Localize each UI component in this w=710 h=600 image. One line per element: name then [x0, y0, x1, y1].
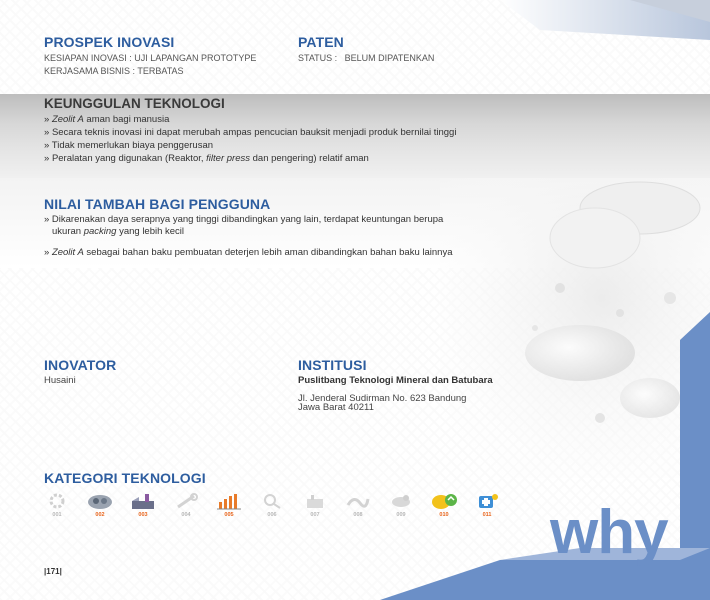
kategori-number: 011	[482, 512, 492, 518]
corner-decoration	[500, 0, 710, 40]
inovator-title: INOVATOR	[44, 357, 117, 373]
prospek-title: PROSPEK INOVASI	[44, 34, 175, 50]
institusi-title: INSTITUSI	[298, 357, 367, 373]
nilai-item-1-line-1: » Dikarenakan daya serapnya yang tinggi dibandingkan yang lain, terdapat keuntungan berupa	[44, 214, 444, 225]
nilai-item-1-line-2	[52, 226, 184, 238]
bullet-text: ukuran	[52, 226, 84, 237]
paten-status: STATUS : BELUM DIPATENKAN	[298, 53, 435, 63]
bullet-marker: »	[44, 114, 52, 125]
building-icon	[300, 492, 330, 510]
zeolit-term: Zeolit A	[51, 247, 84, 258]
kategori-number: 005	[224, 512, 234, 518]
magnifier-icon	[257, 492, 287, 510]
kategori-number: 002	[95, 512, 105, 518]
keunggulan-item-1	[44, 114, 169, 126]
factory-icon	[128, 492, 158, 510]
institusi-address-1: Jl. Jenderal Sudirman No. 623 Bandung	[298, 393, 467, 404]
why-brand: why	[550, 498, 668, 567]
kategori-number: 006	[267, 512, 277, 518]
packing-term: packing	[83, 226, 117, 237]
product-photo	[440, 178, 710, 478]
bullet-text: dan pengering) relatif aman	[249, 153, 369, 164]
bullet-text: Secara teknis inovasi ini dapat merubah ampas pencucian bauksit menjadi produk bernilai tinggi	[51, 127, 457, 138]
keunggulan-item-2	[44, 127, 456, 139]
filter-press-term: filter press	[206, 153, 250, 164]
page-number: |171|	[44, 567, 62, 576]
tools-icon	[171, 492, 201, 510]
kategori-icons	[40, 492, 504, 518]
zeolit-term: Zeolit A	[51, 114, 84, 125]
bullet-text: Tidak memerlukan biaya penggerusan	[51, 140, 214, 151]
kategori-item-010	[427, 492, 461, 518]
kategori-item-005	[212, 492, 246, 518]
kategori-item-007	[298, 492, 332, 518]
kategori-title: KATEGORI TEKNOLOGI	[44, 470, 206, 486]
chart-icon	[214, 492, 244, 510]
bullet-marker: »	[44, 140, 52, 151]
kategori-item-003	[126, 492, 160, 518]
nilai-title: NILAI TAMBAH BAGI PENGGUNA	[44, 196, 271, 212]
kategori-number: 009	[396, 512, 406, 518]
bullet-marker: »	[44, 153, 52, 164]
medical-icon	[472, 492, 502, 510]
gear-icon	[42, 492, 72, 510]
kategori-item-006	[255, 492, 289, 518]
bullet-marker: »	[44, 247, 52, 258]
keunggulan-item-3	[44, 140, 213, 152]
kategori-item-004	[169, 492, 203, 518]
bullet-text: aman bagi manusia	[83, 114, 170, 125]
kategori-item-001	[40, 492, 74, 518]
keunggulan-title: KEUNGGULAN TEKNOLOGI	[44, 96, 225, 111]
paten-title: PATEN	[298, 34, 344, 50]
kategori-item-002	[83, 492, 117, 518]
kategori-number: 001	[52, 512, 62, 518]
keunggulan-item-4	[44, 153, 369, 165]
bullet-marker: »	[44, 127, 52, 138]
nilai-item-2	[44, 247, 452, 259]
kategori-number: 004	[181, 512, 191, 518]
recycle-icon	[429, 492, 459, 510]
kategori-number: 010	[439, 512, 449, 518]
institusi-address-2: Jawa Barat 40211	[298, 402, 374, 413]
inovator-name: Husaini	[44, 375, 76, 386]
bullet-text: Peralatan yang digunakan (Reaktor,	[51, 153, 207, 164]
kategori-number: 003	[138, 512, 148, 518]
bullet-text: yang lebih kecil	[116, 226, 185, 237]
kategori-item-009	[384, 492, 418, 518]
institusi-name: Puslitbang Teknologi Mineral dan Batubara	[298, 375, 493, 386]
engine-icon	[85, 492, 115, 510]
kategori-number: 007	[310, 512, 320, 518]
kategori-item-008	[341, 492, 375, 518]
kesiapan-inovasi: KESIAPAN INOVASI : UJI LAPANGAN PROTOTYPE	[44, 53, 257, 63]
kategori-number: 008	[353, 512, 363, 518]
kategori-item-011	[470, 492, 504, 518]
bullet-text: sebagai bahan baku pembuatan deterjen lebih aman dibandingkan bahan baku lainnya	[83, 247, 453, 258]
hand-icon	[386, 492, 416, 510]
wave-icon	[343, 492, 373, 510]
kerjasama-bisnis: KERJASAMA BISNIS : TERBATAS	[44, 66, 184, 76]
